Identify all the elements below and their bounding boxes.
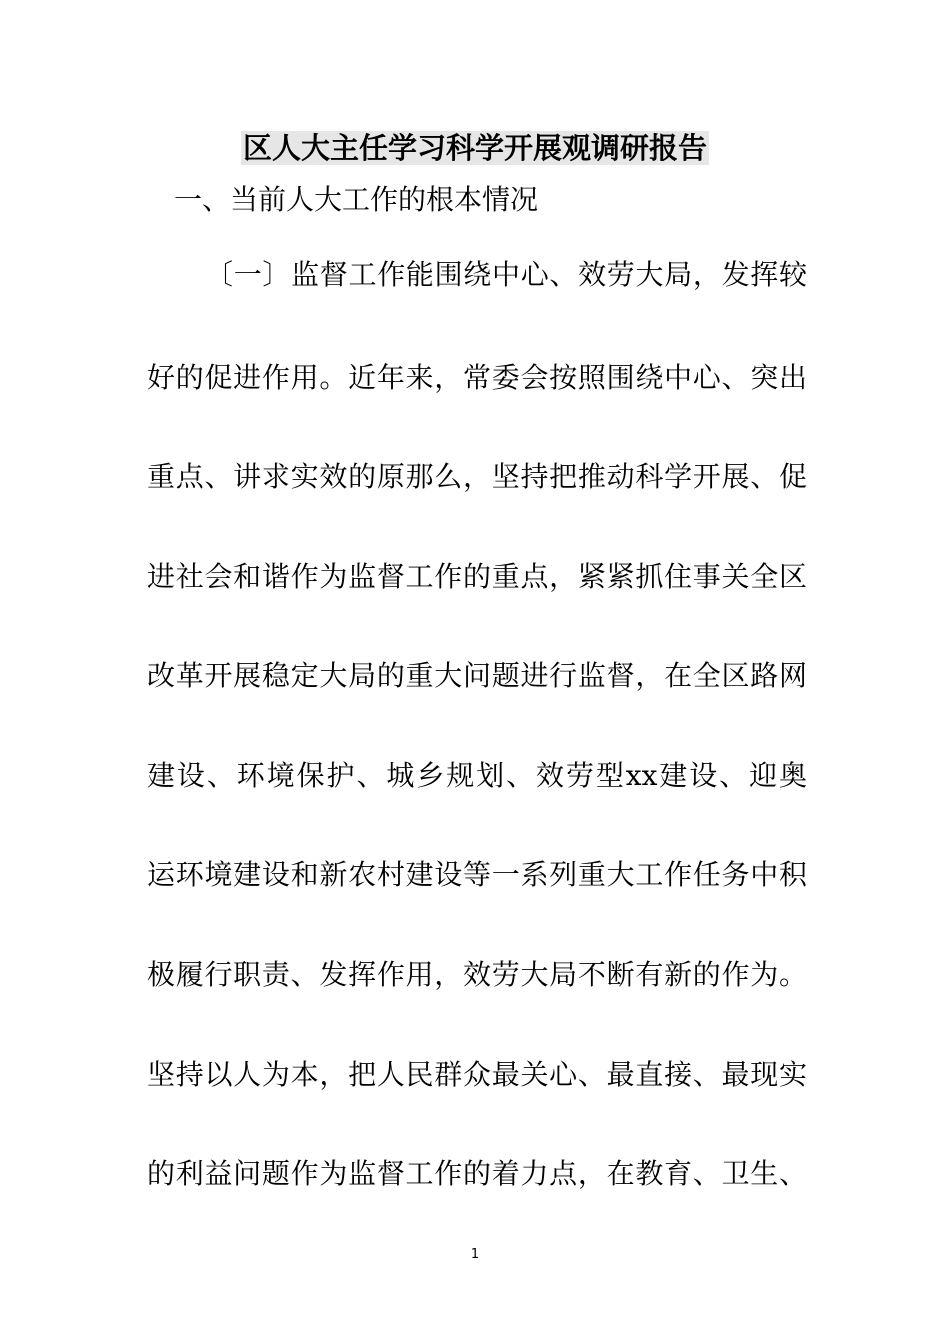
document-title-text: 区人大主任学习科学开展观调研报告 bbox=[242, 131, 707, 165]
page-number: 1 bbox=[470, 1247, 480, 1262]
paragraph-line: 的利益问题作为监督工作的着力点，在教育、卫生、 bbox=[147, 1157, 807, 1190]
paragraph-line: 改革开展稳定大局的重大问题进行监督，在全区路网 bbox=[147, 659, 807, 692]
paragraph-line: 好的促进作用。近年来，常委会按照围绕中心、突出 bbox=[147, 361, 807, 394]
document-title bbox=[0, 128, 950, 168]
paragraph-line: 进社会和谐作为监督工作的重点，紧紧抓住事关全区 bbox=[147, 560, 807, 593]
paragraph-line: 坚持以人为本，把人民群众最关心、最直接、最现实 bbox=[147, 1058, 807, 1091]
paragraph-line: 极履行职责、发挥作用，效劳大局不断有新的作为。 bbox=[147, 958, 807, 991]
section-heading: 一、当前人大工作的根本情况 bbox=[174, 183, 539, 216]
paragraph-line: 运环境建设和新农村建设等一系列重大工作任务中积 bbox=[147, 858, 807, 891]
paragraph-line: 建设、环境保护、城乡规划、效劳型xx建设、迎奥 bbox=[147, 759, 807, 792]
paragraph-line: 〔一〕监督工作能围绕中心、效劳大局，发挥较 bbox=[205, 258, 807, 291]
paragraph-line: 重点、讲求实效的原那么，坚持把推动科学开展、促 bbox=[147, 460, 807, 493]
